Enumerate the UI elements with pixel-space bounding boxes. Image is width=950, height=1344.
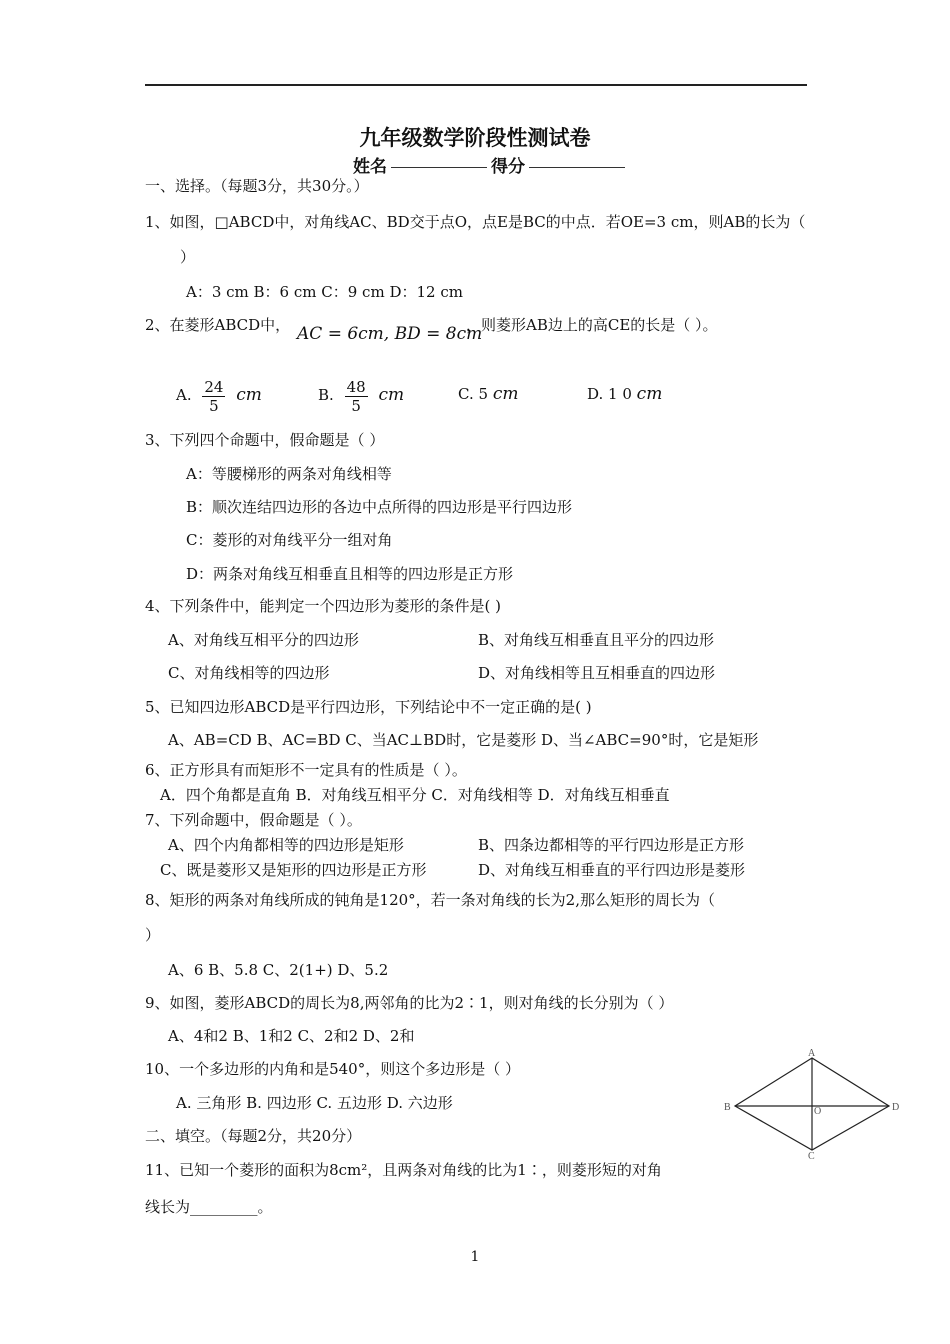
q3-option-a: A：等腰梯形的两条对角线相等 bbox=[186, 465, 392, 483]
q2-option-c bbox=[458, 384, 518, 404]
vertex-label-b: B bbox=[724, 1102, 731, 1113]
q1-stem: 1、如图，□ABCD中，对角线AC、BD交于点O，点E是BC的中点．若OE=3 cm，则AB的长为（ bbox=[145, 213, 806, 231]
q7-option-d: D、对角线互相垂直的平行四边形是菱形 bbox=[478, 861, 746, 879]
q8-stem: 8、矩形的两条对角线所成的钝角是120°，若一条对角线的长为2,那么矩形的周长为（ bbox=[145, 891, 715, 909]
q2-option-d-text: D. 1 0 bbox=[587, 385, 632, 403]
name-blank bbox=[391, 167, 487, 168]
q2-option-b bbox=[318, 373, 404, 417]
score-label: 得分 bbox=[491, 157, 525, 177]
q2-option-a-fraction bbox=[202, 378, 225, 415]
q1-stem-cont: ） bbox=[180, 248, 196, 266]
name-label: 姓名 bbox=[353, 157, 387, 177]
q5-options: A、AB=CD B、AC=BD C、当AC⊥BD时，它是菱形 D、当∠ABC=90°时，它是矩形 bbox=[168, 731, 759, 749]
q2-option-c-unit: cm bbox=[492, 384, 519, 404]
q6-stem: 6、正方形具有而矩形不一定具有的性质是（ ）。 bbox=[145, 761, 467, 779]
q2-option-b-numerator: 48 bbox=[346, 377, 366, 396]
q2-option-d-unit: cm bbox=[636, 384, 663, 404]
section2-heading: 二、填空。（每题2分，共20分） bbox=[145, 1127, 362, 1145]
section1-heading: 一、选择。（每题3分，共30分。） bbox=[145, 177, 369, 195]
q2-prefix: 2、在菱形ABCD中， bbox=[145, 316, 291, 334]
q7-stem: 7、下列命题中，假命题是（ ）。 bbox=[145, 811, 362, 829]
q4-option-a: A、对角线互相平分的四边形 bbox=[168, 631, 359, 649]
q10-stem: 10、一个多边形的内角和是540°，则这个多边形是（ ） bbox=[145, 1060, 520, 1078]
q2-math bbox=[297, 324, 482, 344]
q7-option-c: C、既是菱形又是矩形的四边形是正方形 bbox=[160, 861, 427, 879]
q7-option-b: B、四条边都相等的平行四边形是正方形 bbox=[478, 836, 745, 854]
q8-stem-cont: ） bbox=[145, 926, 161, 944]
q2-option-d bbox=[587, 384, 662, 404]
q2-option-a-unit: cm bbox=[236, 385, 262, 405]
q2-option-a-denominator: 5 bbox=[209, 396, 219, 415]
q6-options: A．四个角都是直角 B．对角线互相平分 C．对角线相等 D．对角线互相垂直 bbox=[160, 786, 670, 804]
q9-stem: 9、如图，菱形ABCD的周长为8,两邻角的比为2∶1，则对角线的长分别为（ ） bbox=[145, 994, 674, 1012]
page-number: 1 bbox=[470, 1249, 480, 1265]
q1-options: A：3 cm B：6 cm C：9 cm D：12 cm bbox=[186, 283, 463, 301]
q3-option-d: D：两条对角线互相垂直且相等的四边形是正方形 bbox=[186, 565, 514, 583]
q11-stem-cont: 线长为_________。 bbox=[145, 1198, 273, 1216]
page-title: 九年级数学阶段性测试卷 bbox=[359, 125, 591, 150]
q2-math-text: AC = 6cm, BD = 8cm bbox=[297, 324, 483, 344]
center-label-o: O bbox=[814, 1106, 822, 1117]
q3-stem: 3、下列四个命题中，假命题是（ ） bbox=[145, 431, 385, 449]
q3-option-c: C：菱形的对角线平分一组对角 bbox=[186, 531, 393, 549]
q2-suffix: ，则菱形AB边上的高CE的长是（ ）。 bbox=[466, 316, 718, 334]
q2-option-b-denominator: 5 bbox=[351, 396, 361, 415]
q5-stem: 5、已知四边形ABCD是平行四边形，下列结论中不一定正确的是( ) bbox=[145, 698, 592, 716]
q2-option-c-text: C. 5 bbox=[458, 385, 489, 403]
q7-option-a: A、四个内角都相等的四边形是矩形 bbox=[168, 836, 404, 854]
header-rule bbox=[145, 84, 807, 86]
q3-option-b: B：顺次连结四边形的各边中点所得的四边形是平行四边形 bbox=[186, 498, 573, 516]
vertex-label-a: A bbox=[808, 1048, 816, 1059]
q11-stem: 11、已知一个菱形的面积为8cm²，且两条对角线的比为1∶，则菱形短的对角 bbox=[145, 1161, 662, 1179]
q2-option-b-fraction bbox=[345, 378, 368, 415]
q8-options: A、6 B、5.8 C、2(1+) D、5.2 bbox=[168, 961, 389, 979]
q2-option-a bbox=[176, 373, 262, 417]
vertex-label-c: C bbox=[808, 1151, 815, 1160]
q4-option-c: C、对角线相等的四边形 bbox=[168, 664, 330, 682]
rhombus-diagram bbox=[720, 1048, 910, 1160]
q10-options: A. 三角形 B. 四边形 C. 五边形 D. 六边形 bbox=[176, 1094, 453, 1112]
name-score-line bbox=[353, 152, 629, 177]
q2-option-a-label: A. bbox=[176, 386, 192, 404]
score-blank bbox=[529, 167, 625, 168]
q4-stem: 4、下列条件中，能判定一个四边形为菱形的条件是( ) bbox=[145, 597, 502, 615]
q2-option-b-unit: cm bbox=[378, 385, 405, 405]
q2-option-b-label: B. bbox=[318, 386, 334, 404]
vertex-label-d: D bbox=[892, 1102, 900, 1113]
q4-option-d: D、对角线相等且互相垂直的四边形 bbox=[478, 664, 716, 682]
q4-option-b: B、对角线互相垂直且平分的四边形 bbox=[478, 631, 715, 649]
q9-options: A、4和2 B、1和2 C、2和2 D、2和 bbox=[168, 1027, 415, 1045]
q2-option-a-numerator: 24 bbox=[204, 377, 224, 396]
